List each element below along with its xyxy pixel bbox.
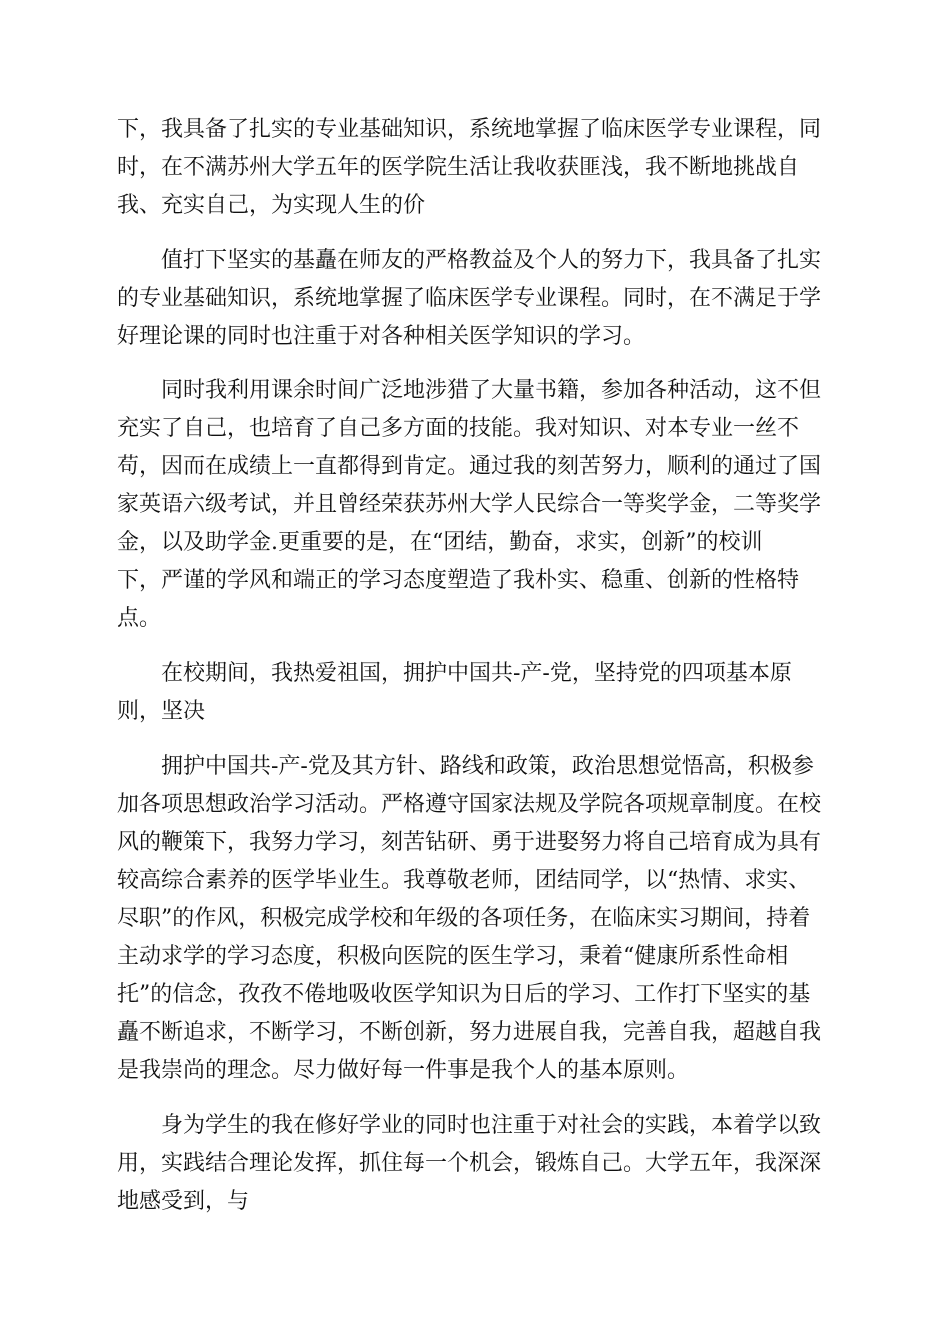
text-line: 加各项思想政治学习活动。严格遵守国家法规及学院各项规章制度。在校 [117, 792, 822, 817]
text-line: 托”的信念，孜孜不倦地吸收医学知识为日后的学习、工作打下坚实的基 [117, 982, 811, 1007]
text-line: 同时我利用课余时间广泛地涉猎了大量书籍，参加各种活动，这不但 [161, 378, 822, 403]
text-line: 下，严谨的学风和端正的学习态度塑造了我朴实、稳重、创新的性格特 [117, 568, 800, 593]
text-line: 矗不断追求，不断学习，不断创新，努力进展自我，完善自我，超越自我 [117, 1020, 822, 1045]
text-line: 拥护中国共-产-党及其方针、路线和政策，政治思想觉悟高，积极参 [161, 754, 814, 779]
text-line: 尽职”的作风，积极完成学校和年级的各项任务，在临床实习期间，持着 [117, 906, 811, 931]
text-line: 苟，因而在成绩上一直都得到肯定。通过我的刻苦努力，顺利的通过了国 [117, 454, 822, 479]
text-line: 时，在不满苏州大学五年的医学院生活让我收获匪浅，我不断地挑战自 [117, 155, 800, 180]
text-line: 我、充实自己，为实现人生的价 [117, 193, 426, 218]
text-line: 身为学生的我在修好学业的同时也注重于对社会的实践，本着学以致 [161, 1113, 822, 1138]
text-line: 的专业基础知识，系统地掌握了临床医学专业课程。同时，在不满足于学 [117, 286, 822, 311]
text-line: 下，我具备了扎实的专业基础知识，系统地掌握了临床医学专业课程，同 [117, 117, 822, 142]
text-line: 值打下坚实的基矗在师友的严格教益及个人的努力下，我具备了扎实 [161, 248, 822, 273]
text-line: 用，实践结合理论发挥，抓住每一个机会，锻炼自己。大学五年，我深深 [117, 1151, 822, 1176]
text-line: 点。 [117, 606, 162, 631]
text-line: 家英语六级考试，并且曾经荣获苏州大学人民综合一等奖学金，二等奖学 [117, 492, 822, 517]
text-line: 是我崇尚的理念。尽力做好每一件事是我个人的基本原则。 [117, 1058, 690, 1083]
text-line: 充实了自己，也培育了自己多方面的技能。我对知识、对本专业一丝不 [117, 416, 800, 441]
text-line: 则，坚决 [117, 699, 206, 724]
text-line: 较高综合素养的医学毕业生。我尊敬老师，团结同学，以“热情、求实、 [117, 868, 811, 893]
text-line: 主动求学的学习态度，积极向医院的医生学习，秉着“健康所系性命相 [117, 944, 789, 969]
text-line: 好理论课的同时也注重于对各种相关医学知识的学习。 [117, 324, 646, 349]
text-line: 风的鞭策下，我努力学习，刻苦钻研、勇于进娶努力将自己培育成为具有 [117, 830, 822, 855]
text-line: 在校期间，我热爱祖国，拥护中国共-产-党，坚持党的四项基本原 [161, 661, 792, 686]
text-line: 金，以及助学金.更重要的是，在“团结，勤奋，求实，创新”的校训 [117, 530, 763, 555]
text-line: 地感受到，与 [117, 1189, 250, 1214]
